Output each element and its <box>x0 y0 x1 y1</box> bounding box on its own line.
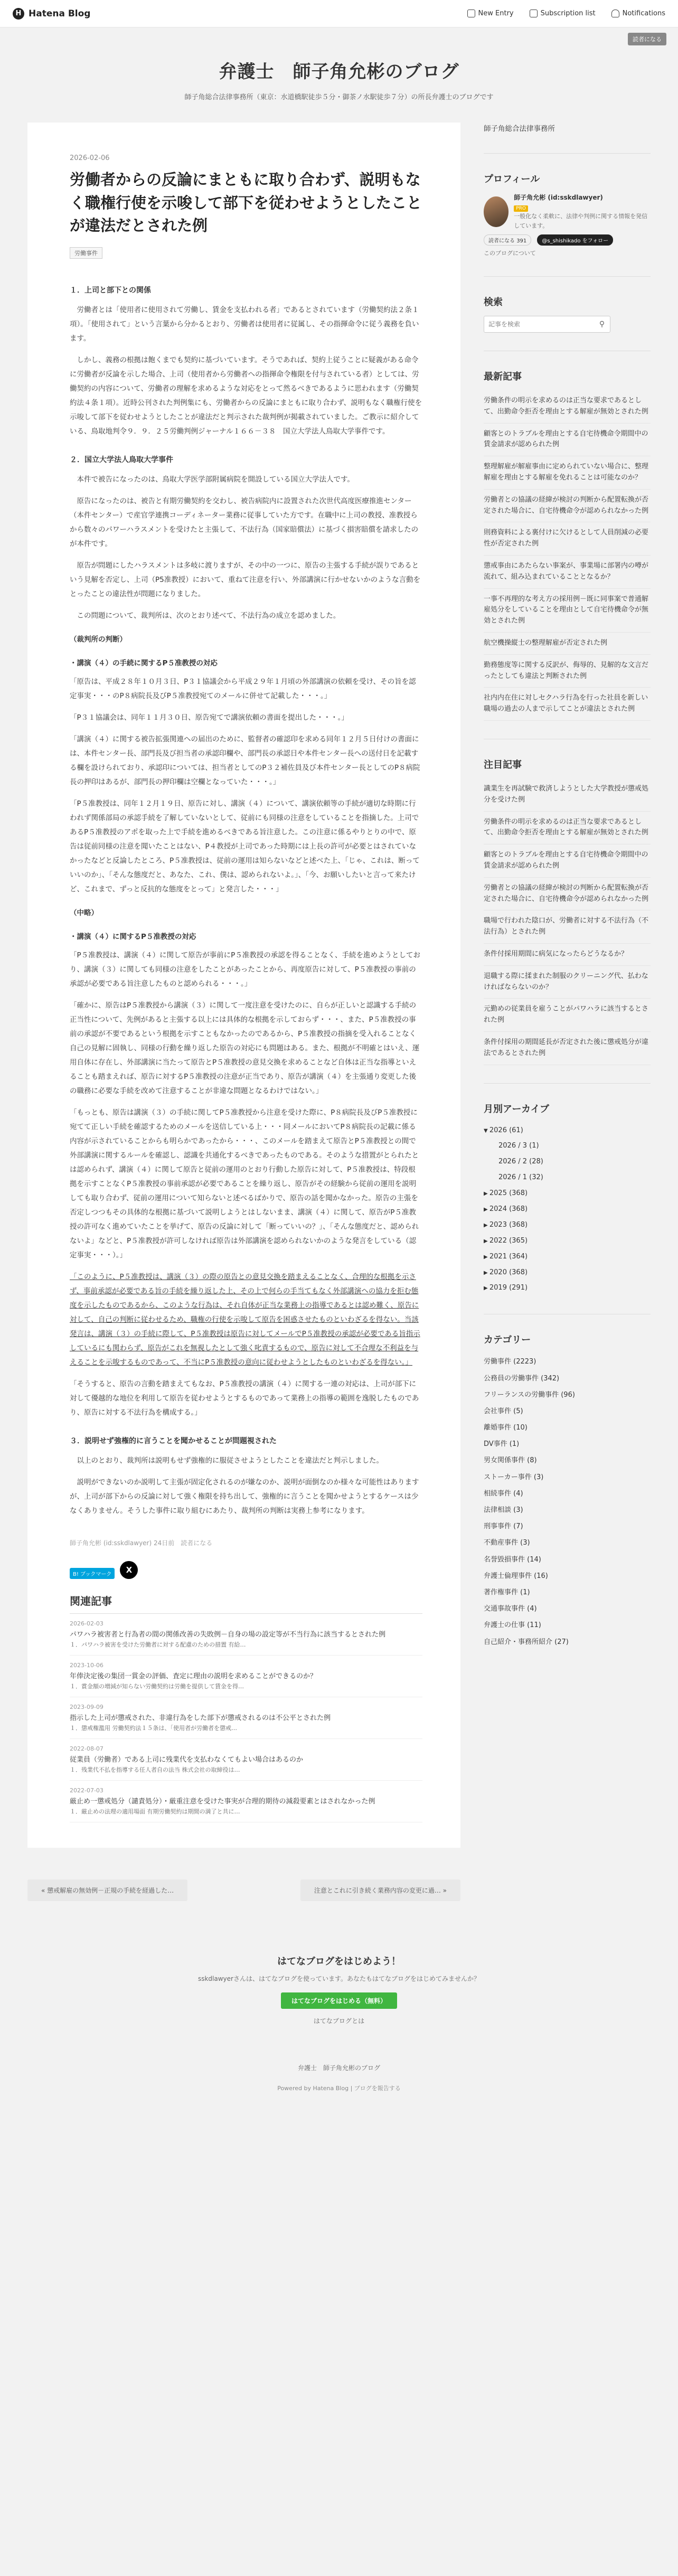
related-title[interactable]: 厳止め一懲戒処分（譴責処分）・厳重注意を受けた事実が合理的期待の減殺要素とはされなかった例 <box>70 1797 375 1806</box>
category-link[interactable]: 刑事事件 (7) <box>484 1522 523 1531</box>
archive-year[interactable] <box>484 1217 651 1233</box>
profile-bio: 一般化なく柔軟に、法律や判例に関する情報を発信しています。 <box>514 213 648 229</box>
paragraph: 以上のとおり、裁判所は説明もせず強権的に服従させようとしたことを違法だと判示しました。 <box>77 1456 383 1465</box>
related-title[interactable]: パワハラ被害者と行為者の間の関係改善の失敗例－自身の場の設定等が不当行為に該当するとされた例 <box>70 1630 386 1639</box>
related-snippet: １．残業代不払を指導する任人者自の法当 株式会社の取締役は… <box>70 1766 240 1773</box>
archive-year-label[interactable]: 2019 (291) <box>489 1284 528 1292</box>
main-column <box>27 123 460 1901</box>
judgment-label: （裁判所の判断） <box>70 635 127 644</box>
blog-tagline: 師子角総合法律事務所（東京：水道橋駅徒歩５分・御茶ノ水駅徒歩７分）の所長弁護士のブログです <box>184 93 494 101</box>
quote: 「確かに、原告はP５准教授から講演（３）に関して一度注意を受けたのに、自らが正しいと認識する手続の正当性について、先例があると主張する以上には具体的な根拠を示しておらず・・・、また、P５准教授の事前の承認が不要であるという根拠を示すこともなかったのであるから、P５准教授の指摘を受入れることなく自己の見解に固執し、同様の行動を繰り返した原告の対応にも問題はある。また、根拠が不明確とはいえ、運用自体に存在し、外部講演に当たって原告とP５准教授の意見交換を求めることなど自体は正当な指導といえることも踏まえれば、原告に対するP５准教授の注意が正当であり、原告が講演（４）を主張通り変更した後の職務に必要な手続を改めて注意することが非違な問題となるわけではない。」 <box>70 1001 420 1095</box>
category-link[interactable]: 不動産事件 (3) <box>484 1539 530 1547</box>
popular-article-link[interactable]: 顧客とのトラブルを理由とする自宅待機命令期間中の賃金請求が認められた例 <box>484 844 651 878</box>
related-date: 2026-02-03 <box>70 1620 103 1627</box>
recent-article-link[interactable]: 顧客とのトラブルを理由とする自宅待機命令期間中の賃金請求が認められた例 <box>484 424 651 457</box>
category-link[interactable]: 弁護士の仕事 (11) <box>484 1621 541 1630</box>
next-article-link[interactable]: 注意とこれに引き続く業務内容の変更に過… » <box>300 1879 460 1901</box>
archive-year[interactable] <box>484 1249 651 1265</box>
popular-article-link[interactable]: 元勤めの従業員を雇うことがパワハラに該当するとされた例 <box>484 999 651 1032</box>
category-link[interactable]: DV事件 (1) <box>484 1440 520 1449</box>
category-title: カテゴリー <box>484 1334 531 1346</box>
category-link[interactable]: 相続事件 (4) <box>484 1489 523 1498</box>
archive-year[interactable] <box>484 1280 651 1296</box>
article-date[interactable]: 2026-02-06 <box>70 154 110 162</box>
category-link[interactable]: 法律相談 (3) <box>484 1506 523 1515</box>
profile-section <box>484 172 651 258</box>
related-snippet: １．懲戒権濫用 労働契約法１５条は、「使用者が労働者を懲戒… <box>70 1724 237 1732</box>
paragraph: しかし、義務の根拠は飽くまでも契約に基づいています。そうであれば、契約上従うことに疑義がある命令に労働者が反論を示した場合、上司（使用者から労働者への指揮命令権限を付与されている者）としては、労働契約の内容について、労働者の理解を求めるような対応をとって然るべきであるように思われます（労働契約法４条１項）。近時公刊された判例集にも、労働者からの反論にまともに取り合わず、説明もなく職権行使を示唆して部下を従わせようとしたことが違法だと判示された裁判例が掲載されていました。ご教示に紹介している、鳥取地判令９．９．２５労働判例ジャーナル１６６－３８ 国立大学法人鳥取大学事件です。 <box>70 355 422 436</box>
sidebar <box>484 123 651 1901</box>
related-date: 2023-10-06 <box>70 1661 103 1669</box>
popular-title: 注目記事 <box>484 759 522 771</box>
recent-article-link[interactable]: 労働条件の明示を求めるのは正当な要求であるとして、出勤命令拒否を理由とする解雇が無効とされた例 <box>484 390 651 424</box>
quote: 「P５准教授は、講演（４）に関して原告が事前にP５准教授の承認を得ることなく、手続を進めようとしており、講演（３）に関しても同様の注意をしたことがあったことから、再度原告に対して、P５准教授の事前の承認が必要である旨注意したものと認められる・・・。」 <box>70 951 421 988</box>
archive-year[interactable] <box>484 1233 651 1249</box>
chevron-right-icon[interactable]: ▶ <box>484 1207 489 1213</box>
category-link[interactable]: 公務員の労働事件 (342) <box>484 1374 560 1383</box>
footer <box>0 1954 678 2113</box>
pro-badge: PRO <box>514 205 528 212</box>
related-articles <box>70 1593 422 1822</box>
chevron-right-icon[interactable]: ▶ <box>484 1238 489 1244</box>
related-item[interactable] <box>70 1656 422 1697</box>
related-item[interactable] <box>70 1781 422 1822</box>
archive-title: 月別アーカイブ <box>484 1103 550 1115</box>
category-link[interactable]: ストーカー事件 (3) <box>484 1473 544 1481</box>
office-name[interactable]: 師子角総合法律事務所 <box>484 125 555 133</box>
quote: 「原告は、平成２８年１０月３日、P３１協議会から平成２９年１月頃の外部講演の依頼を受け、その旨を認定事実・・・のP８病院長及びP５准教授宛てのメールに併せて記載した・・・。」 <box>70 677 416 700</box>
archive-month[interactable]: 2026 / 3 (1) <box>498 1142 539 1150</box>
paragraph: 原告になったのは、被告と有期労働契約を交わし、被告病院内に設置された次世代高度医療推進センター（本件センター）で産官学連携コーディネーター業務に従事していた方です。在職中に上司の教授、准教授らから数々のパワーハラスメントを受けたと主張して、不法行為（国家賠償法）に基づく損害賠償を請求したのが本件です。 <box>70 496 419 548</box>
top-bar <box>0 0 678 27</box>
article-body <box>70 283 422 1518</box>
subheading: ・講演（４）の手続に関するP５准教授の対応 <box>70 659 218 667</box>
footer-heading: はてなブログをはじめよう！ <box>277 1955 401 1967</box>
related-snippet: １．パワハラ被害を受けた労働者に対する配慮のための措置 有給… <box>70 1641 246 1648</box>
archive-year-label[interactable]: 2026 (61) <box>489 1126 523 1134</box>
subheading: ・講演（４）に関するP５准教授の対応 <box>70 932 196 941</box>
paragraph: 説明ができないのか説明して主張が固定化されるのが嫌なのか、説明が面倒なのか様々な可能性はありますが、上司が部下からの反論に対して強く権限を持ち出して、強権的に言うことを聞かせようとするケースは少なくありません。そうした事件に取り組むにあたり、裁判所の判断は実務上参考になります。 <box>70 1478 419 1515</box>
recent-article-link[interactable]: 社内内在住に対しセクハラ行為を行った社員を新しい職場の過去の人まで示してことが違法とされた例 <box>484 688 651 721</box>
pager <box>27 1879 460 1901</box>
related-item[interactable] <box>70 1697 422 1739</box>
popular-article-link[interactable]: 条件付採用期間に病気になったらどうなるか？ <box>484 944 651 966</box>
register-button[interactable]: はてなブログをはじめる（無料） <box>281 1992 397 2009</box>
archive-year-label[interactable]: 2023 (368) <box>489 1220 528 1229</box>
popular-article-link[interactable]: 労働条件の明示を求めるのは正当な要求であるとして、出勤命令拒否を理由とする解雇が無効とされた例 <box>484 812 651 845</box>
related-item[interactable] <box>70 1614 422 1656</box>
mid-label: （中略） <box>70 908 98 917</box>
archive-year-label[interactable]: 2024 (368) <box>489 1205 528 1214</box>
search-icon[interactable]: ⚲ <box>599 320 605 329</box>
popular-article-link[interactable]: 識業生を再試験で救済しようとした大学教授が懲戒処分を受けた例 <box>484 778 651 812</box>
bell-icon <box>611 10 619 17</box>
popular-section <box>484 757 651 1065</box>
archive-year[interactable] <box>484 1265 651 1281</box>
paragraph: 原告が問題にしたハラスメントは多岐に渡りますが、その中の一つに、原告の主張する手続が誤りであるという見解を否定し、上司（P5准教授）において、重ねて注意を行い、外部講演に行かせないかのような言動をとったことの違法性が問題になりました。 <box>70 561 421 598</box>
article-title[interactable]: 労働者からの反論にまともに取り合わず、説明もなく職権行使を示唆して部下を従わせようとしたことが違法だとされた例 <box>70 171 422 234</box>
category-link[interactable]: 自己紹介・事務所紹介 (27) <box>484 1638 569 1646</box>
archive-year-label[interactable]: 2022 (365) <box>489 1236 528 1245</box>
category-link[interactable]: 労働事件 (2223) <box>484 1358 536 1366</box>
related-date: 2023-09-09 <box>70 1703 103 1710</box>
recent-article-link[interactable]: 労働者との協議の経緯が検討の判断から配置転換が否定された場合に、自宅待機命令が認められなかった例 <box>484 490 651 523</box>
article <box>27 123 460 1848</box>
related-item[interactable] <box>70 1739 422 1781</box>
popular-article-link[interactable]: 職場で行われた陰口が、労働者に対する不法行為（不法行為）とされた例 <box>484 910 651 944</box>
prev-article-link[interactable]: « 懲戒解雇の無効例－正規の手続を経過した… <box>27 1879 187 1901</box>
related-date: 2022-08-07 <box>70 1745 103 1752</box>
pencil-icon <box>467 10 475 17</box>
new-entry-button[interactable]: New Entry <box>467 10 514 17</box>
related-title: 関連記事 <box>70 1593 422 1614</box>
recent-article-link[interactable]: 航空機操縦士の整理解雇が否定された例 <box>484 633 651 655</box>
category-link[interactable]: 男女関係事件 (8) <box>484 1456 537 1465</box>
hatena-bookmark-button[interactable]: B! ブックマーク <box>70 1568 115 1579</box>
related-date: 2022-07-03 <box>70 1787 103 1794</box>
blog-title[interactable]: 弁護士 師子角允彬のブログ <box>219 61 459 82</box>
chevron-right-icon[interactable]: ▶ <box>484 1285 489 1292</box>
subscribe-button[interactable]: 読者になる <box>628 33 666 45</box>
about-blog-link[interactable]: このブログについて <box>484 250 536 257</box>
blog-header <box>0 27 678 123</box>
chevron-right-icon[interactable]: ▶ <box>484 1270 489 1276</box>
about-hatena-link[interactable]: はてなブログとは <box>313 2017 365 2025</box>
popular-article-link[interactable]: 条件付採用の期間延長が否定された後に懲戒処分が違法であるとされた例 <box>484 1032 651 1065</box>
section-heading: ３．説明せず強権的に言うことを聞かせることが問題視された <box>70 1436 277 1445</box>
notifications-button[interactable]: Notifications <box>611 10 665 17</box>
popular-article-link[interactable]: 退職する際に揉まれた制服のクリーニング代、払わなければならないのか？ <box>484 966 651 999</box>
related-title[interactable]: 年俸決定後の集団一賞金の評価、査定に理由の説明を求めることができるのか？ <box>70 1672 317 1680</box>
category-link[interactable]: フリーランスの労働事件 (96) <box>484 1390 575 1399</box>
related-title[interactable]: 従業員（労働者）である上司に残業代を支払わなくてもよい場合はあるのか <box>70 1755 304 1764</box>
avatar[interactable] <box>484 196 508 227</box>
quote: 「講演（４）に関する被告拡張関連への届出のために、監督者の確認印を求める同年１２月５日付けの書面には、本件センター長、部門長及び担当者の承認印欄や、部門長の承認日や本件センター長への送付日を記載する欄を設けられており、承認印については、担当者としてのP３２補佐員及び本件センター長としてのP８病院長の押印はあるが、部門長の押印欄は空欄となっていた・・・。」 <box>70 735 420 786</box>
profile-title: プロフィール <box>484 174 540 185</box>
quote: 「P５准教授は、同年１２月１９日、原告に対し、講演（４）について、講演依頼等の手続が適切な時期に行われず関係部局の承認手続を了解していないとして、従前にも同様の注意をしていることを指摘した。上司であるP５准教授のアポを取った上で手続を進めるべきである旨注意した。この注意に係るやりとりの中で、原告は従前同様の注意を聞いたことはない、P４教授が上司であった時期には上長の許可が必要とはされていなかったなどと反論したところ、P５准教授は、従前の運用は知らないなどと述べた上、「じゃ、これは、断っていいのか」、「そんな態度だと、あなた、これ、僕は、認められないよ。」、「今、お願いしたいと言って来たけど、これまで、ずっと反抗的な態度をとって」と発言した・・・」 <box>70 799 420 894</box>
hatena-logo-icon: H <box>13 8 24 20</box>
subscription-list-button[interactable]: Subscription list <box>530 10 596 17</box>
recent-article-link[interactable]: 勤務態度等に関する反訳が、侮辱的、見解的な文言だったとしても違法と判断された例 <box>484 655 651 688</box>
archive-month[interactable]: 2026 / 1 (32) <box>498 1173 543 1182</box>
related-snippet: １．厳止めの法理の適用場面 有期労働契約は期間の満了と共に… <box>70 1808 240 1815</box>
category-link[interactable]: 名誉毀損事件 (14) <box>484 1555 541 1564</box>
search-input[interactable] <box>484 316 594 332</box>
archive-year-label[interactable]: 2025 (368) <box>489 1189 528 1198</box>
recent-article-link[interactable]: 則務資料による裏付けに欠けるとして人員削減の必要性が否定された例 <box>484 522 651 556</box>
paragraph: この問題について、裁判所は、次のとおり述べて、不法行為の成立を認めました。 <box>77 611 341 620</box>
powered-by[interactable]: Powered by Hatena Blog | ブログを報告する <box>277 2084 401 2092</box>
chevron-right-icon[interactable]: ▶ <box>484 1222 489 1228</box>
archive-month[interactable]: 2026 / 2 (28) <box>498 1158 543 1166</box>
archive-year-label[interactable]: 2020 (368) <box>489 1268 528 1276</box>
category-link[interactable]: 著作権事件 (1) <box>484 1588 530 1596</box>
search-section <box>484 295 651 333</box>
paragraph: 労働者とは「使用者に使用されて労働し、賃金を支払われる者」であるとされています（労働契約法２条１項）。「使用されて」という言葉から分かるとおり、労働者は使用者に従属し、その指揮命令に従う義務を負います。 <box>70 305 419 343</box>
chevron-right-icon[interactable]: ▶ <box>484 1254 489 1260</box>
section-heading: １．上司と部下との関係 <box>70 286 151 295</box>
footer-text: sskdlawyerさんは、はてなブログを使っています。あなたもはてなブログをはじめてみませんか？ <box>197 1975 481 1982</box>
related-snippet: １．賞金額の増減が知らない労働契約は労働を提供して賃金を得… <box>70 1682 244 1690</box>
category-tag[interactable]: 労働事件 <box>70 247 102 259</box>
recent-article-link[interactable]: 一事不再理的な考え方の採用例－既に同事案で普通解雇処分をしていることを理由として自宅待機命令が無効とされた例 <box>484 589 651 633</box>
x-follow-button[interactable]: @s_shishikado をフォロー <box>537 234 613 246</box>
quote: 「このように、P５准教授は、講演（３）の際の原告との意見交換を踏まえることなく、合理的な根拠を示さず、事前承認が必要である旨の手続を繰り返した上、その上で何らの手当てもなく外部講演への協力を拒む態度を示したものであるから、このような行為は、それ自体が正当な業務上の指導であるとは認め難く、原告に対して、自己の判断に従わせるため、職権の行使を示唆して原告を困惑させたものといわざるを得ない。当該発言は、講演（３）の手続に際して、P５准教授は原告に対してメールでP５准教授の承認が必要である旨指示しているにも関わらず、原告がこれを無視したとして強く叱責するもので、原告に対して不合理な不利益を与えることを示唆するものであって、不当にP５准教授の意向に従わせようとしたものといわざるを得ない。」 <box>70 1272 420 1367</box>
category-link[interactable]: 弁護士倫理事件 (16) <box>484 1572 548 1580</box>
archive-year[interactable] <box>484 1201 651 1217</box>
recent-article-link[interactable]: 整理解雇が解雇事由に定められていない場合に、整理解雇を理由とする解雇を免れることは可能なのか？ <box>484 456 651 490</box>
article-meta: 師子角允彬 (id:sskdlawyer) 24日前 読者になる <box>70 1539 213 1547</box>
category-section <box>484 1332 651 1650</box>
chevron-right-icon[interactable]: ▶ <box>484 1191 489 1197</box>
chevron-down-icon[interactable]: ▼ <box>484 1127 489 1134</box>
list-icon <box>530 10 538 17</box>
archive-year[interactable] <box>484 1123 651 1139</box>
hatena-logo[interactable]: H Hatena Blog <box>13 8 90 20</box>
quote: 「もっとも、原告は講演（３）の手続に関してP５准教授から注意を受けた際に、P８病院長及びP５准教授に宛てて正しい手続を確認するためのメールを送信している上・・・同メールにおいてP８病院長の記載に係る内容が示されていることからも明らかであったから・・・、このメールを踏まえて原告とP５准教授との間で外部講演に関するルールを確認し、認識を共通化するべきであったものである。そのような措置がとられたとは認められず、講演（４）に関して原告と従前の運用のとおり行動した原告に対して、P５准教授は、特段根拠を示すことなくP５准教授の事前承認が必要であることを繰り返し、原告がその経験から従前の運用を説明しても取り合わず、従前の運用について知らないと述べるばかりで、原告の話を聞かなかった。原告の主張を否定しつつもその具体的な根拠に基づいて説明しようとはしないまま、講演（４）に関して、原告がP５准教授の許可なく進めていたことを挙げて、原告の反論に対して「断っていいの？」、「そんな態度だと、認められないよ」などと、P５准教授が許可しなければ原告は外部講演を認められないかのような発言をしている（認定事実・・・）。」 <box>70 1108 419 1259</box>
recent-section <box>484 369 651 721</box>
category-link[interactable]: 会社事件 (5) <box>484 1407 523 1415</box>
profile-name[interactable]: 師子角允彬 (id:sskdlawyer) <box>514 194 603 202</box>
quote: 「そうすると、原告の言動を踏まえてもなお、P５准教授の講演（４）に関する一連の対応は、上司が部下に対して優越的な地位を利用して原告を従わせようとするものであって業務上の指導の範囲を逸脱したものであり、原告に対する不法行為を構成する。」 <box>70 1379 419 1417</box>
quote: 「P３１協議会は、同年１１月３０日、原告宛てで講演依頼の書面を提出した・・・。」 <box>70 713 349 722</box>
paragraph: 本件で被告になったのは、鳥取大学医学部附属病院を開設している国立大学法人です。 <box>77 475 354 484</box>
archive-year-label[interactable]: 2021 (364) <box>489 1252 528 1261</box>
popular-article-link[interactable]: 労働者との協議の経緯が検討の判断から配置転換が否定された場合に、自宅待機命令が認められなかった例 <box>484 878 651 911</box>
footer-brand[interactable]: 弁護士 師子角允彬のブログ <box>297 2064 380 2072</box>
x-share-button[interactable]: X <box>120 1561 138 1579</box>
search-title: 検索 <box>484 297 503 308</box>
share-buttons <box>70 1561 422 1579</box>
category-link[interactable]: 交通事故事件 (4) <box>484 1605 537 1613</box>
archive-year[interactable] <box>484 1186 651 1201</box>
category-link[interactable]: 離婚事件 (10) <box>484 1424 528 1432</box>
related-title[interactable]: 指示した上司が懲戒された、非違行為をした部下が懲戒されるのは不公平とされた例 <box>70 1714 331 1722</box>
recent-title: 最新記事 <box>484 371 522 383</box>
readers-button[interactable]: 読者になる 391 <box>484 234 531 246</box>
archive-section <box>484 1102 651 1296</box>
recent-article-link[interactable]: 懲戒事由にあたらない事案が、事業場に部署内の噂が流れて、組み込まれていることとなるか？ <box>484 556 651 589</box>
section-heading: ２．国立大学法人鳥取大学事件 <box>70 455 173 464</box>
